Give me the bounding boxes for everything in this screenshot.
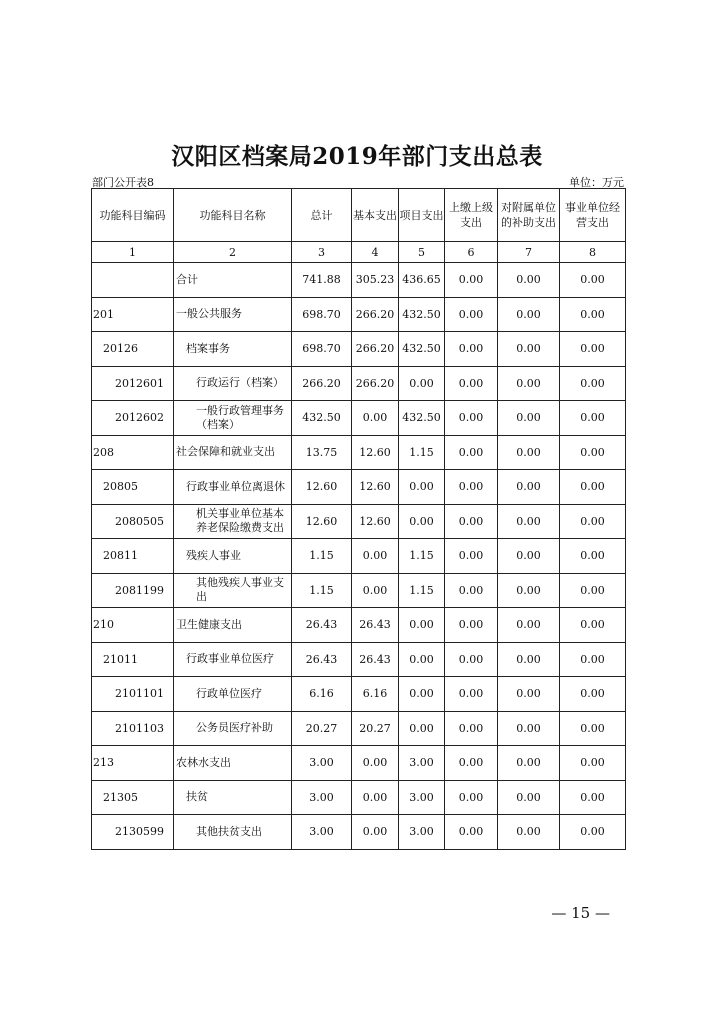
- header-basic: 基本支出: [352, 189, 399, 242]
- row-value: 0.00: [399, 366, 445, 401]
- document-title: 汉阳区档案局2019年部门支出总表: [171, 143, 543, 170]
- row-value: 0.00: [445, 401, 498, 436]
- row-value: 266.20: [352, 332, 399, 367]
- row-value: 0.00: [498, 711, 560, 746]
- index-cell: 5: [399, 242, 445, 263]
- header-operation: 事业单位经营支出: [560, 189, 626, 242]
- page-number: — 15 —: [551, 904, 610, 922]
- row-name: 档案事务: [174, 332, 292, 367]
- table-row: [92, 504, 626, 539]
- row-value: 0.00: [498, 332, 560, 367]
- row-value: 3.00: [399, 780, 445, 815]
- row-code: 21305: [92, 780, 174, 815]
- row-value: 20.27: [292, 711, 352, 746]
- row-value: 0.00: [498, 470, 560, 505]
- row-value: 26.43: [352, 642, 399, 677]
- row-value: 0.00: [399, 711, 445, 746]
- row-code: 20126: [92, 332, 174, 367]
- row-value: 26.43: [292, 608, 352, 643]
- index-cell: 1: [92, 242, 174, 263]
- index-cell: 4: [352, 242, 399, 263]
- index-cell: 2: [174, 242, 292, 263]
- row-value: 266.20: [292, 366, 352, 401]
- table-body: [92, 263, 626, 850]
- row-code: 208: [92, 435, 174, 470]
- row-value: 0.00: [560, 539, 626, 574]
- row-value: 0.00: [498, 297, 560, 332]
- row-value: 6.16: [352, 677, 399, 712]
- index-row: [92, 242, 626, 263]
- row-name: 其他残疾人事业支出: [174, 573, 292, 608]
- row-value: 1.15: [292, 573, 352, 608]
- row-code: 2012601: [92, 366, 174, 401]
- row-value: 0.00: [445, 780, 498, 815]
- row-code: 210: [92, 608, 174, 643]
- expenditure-table: [91, 188, 626, 850]
- table-row: [92, 401, 626, 436]
- row-code: 2081199: [92, 573, 174, 608]
- row-value: 432.50: [399, 401, 445, 436]
- row-value: 0.00: [560, 504, 626, 539]
- row-value: 305.23: [352, 263, 399, 298]
- table-row: [92, 366, 626, 401]
- row-value: 0.00: [445, 711, 498, 746]
- row-value: 436.65: [399, 263, 445, 298]
- row-value: 0.00: [560, 435, 626, 470]
- row-value: 0.00: [445, 746, 498, 781]
- row-value: 13.75: [292, 435, 352, 470]
- row-value: 0.00: [352, 539, 399, 574]
- row-value: 0.00: [399, 608, 445, 643]
- row-name: 机关事业单位基本养老保险缴费支出: [174, 504, 292, 539]
- row-code: 2130599: [92, 815, 174, 850]
- row-code: 2101101: [92, 677, 174, 712]
- row-value: 0.00: [498, 539, 560, 574]
- row-value: 0.00: [498, 366, 560, 401]
- row-value: 0.00: [498, 746, 560, 781]
- row-value: 12.60: [292, 504, 352, 539]
- row-value: 0.00: [352, 746, 399, 781]
- row-value: 0.00: [399, 504, 445, 539]
- row-value: 3.00: [292, 780, 352, 815]
- row-value: 0.00: [560, 401, 626, 436]
- row-value: 12.60: [292, 470, 352, 505]
- header-upper: 上缴上级支出: [445, 189, 498, 242]
- row-value: 0.00: [498, 573, 560, 608]
- row-value: 698.70: [292, 297, 352, 332]
- row-value: 0.00: [498, 435, 560, 470]
- row-value: 0.00: [352, 573, 399, 608]
- row-value: 3.00: [292, 815, 352, 850]
- row-value: 12.60: [352, 470, 399, 505]
- row-value: 432.50: [399, 297, 445, 332]
- row-value: 0.00: [445, 435, 498, 470]
- header-subsidy: 对附属单位的补助支出: [498, 189, 560, 242]
- row-value: 20.27: [352, 711, 399, 746]
- row-name: 行政事业单位离退休: [174, 470, 292, 505]
- row-value: 6.16: [292, 677, 352, 712]
- row-value: 1.15: [399, 435, 445, 470]
- row-code: 20805: [92, 470, 174, 505]
- row-name: 公务员医疗补助: [174, 711, 292, 746]
- row-code: [92, 263, 174, 298]
- row-code: 20811: [92, 539, 174, 574]
- row-value: 3.00: [399, 746, 445, 781]
- row-value: 0.00: [445, 539, 498, 574]
- row-value: 0.00: [445, 815, 498, 850]
- row-value: 0.00: [399, 470, 445, 505]
- row-value: 0.00: [498, 608, 560, 643]
- row-value: 266.20: [352, 297, 399, 332]
- header-row: [92, 189, 626, 242]
- row-value: 0.00: [560, 746, 626, 781]
- row-value: 0.00: [352, 401, 399, 436]
- row-value: 432.50: [292, 401, 352, 436]
- row-value: 0.00: [560, 573, 626, 608]
- row-value: 0.00: [560, 677, 626, 712]
- table-row: [92, 297, 626, 332]
- table-row: [92, 711, 626, 746]
- header-name: 功能科目名称: [174, 189, 292, 242]
- row-value: 0.00: [560, 297, 626, 332]
- row-value: 0.00: [498, 263, 560, 298]
- index-cell: 3: [292, 242, 352, 263]
- row-value: 0.00: [445, 677, 498, 712]
- table-row: [92, 642, 626, 677]
- table-row: [92, 435, 626, 470]
- row-value: 12.60: [352, 435, 399, 470]
- row-value: 0.00: [498, 401, 560, 436]
- row-name: 行政单位医疗: [174, 677, 292, 712]
- row-value: 26.43: [352, 608, 399, 643]
- row-name: 其他扶贫支出: [174, 815, 292, 850]
- header-total: 总计: [292, 189, 352, 242]
- row-value: 266.20: [352, 366, 399, 401]
- row-value: 0.00: [445, 504, 498, 539]
- row-value: 0.00: [498, 504, 560, 539]
- header-code: 功能科目编码: [92, 189, 174, 242]
- row-value: 0.00: [399, 677, 445, 712]
- table-row: [92, 608, 626, 643]
- row-name: 一般行政管理事务（档案）: [174, 401, 292, 436]
- row-value: 0.00: [498, 780, 560, 815]
- row-value: 0.00: [560, 642, 626, 677]
- table-row: [92, 539, 626, 574]
- row-value: 0.00: [560, 366, 626, 401]
- row-value: 0.00: [352, 815, 399, 850]
- row-value: 1.15: [399, 573, 445, 608]
- row-value: 432.50: [399, 332, 445, 367]
- index-cell: 6: [445, 242, 498, 263]
- table-label: 部门公开表8: [92, 176, 154, 189]
- row-name: 扶贫: [174, 780, 292, 815]
- row-value: 1.15: [292, 539, 352, 574]
- row-value: 0.00: [560, 332, 626, 367]
- row-code: 201: [92, 297, 174, 332]
- row-value: 1.15: [399, 539, 445, 574]
- row-value: 0.00: [560, 815, 626, 850]
- index-cell: 8: [560, 242, 626, 263]
- index-cell: 7: [498, 242, 560, 263]
- row-name: 行政事业单位医疗: [174, 642, 292, 677]
- row-value: 0.00: [399, 642, 445, 677]
- row-name: 一般公共服务: [174, 297, 292, 332]
- row-value: 0.00: [445, 642, 498, 677]
- row-code: 213: [92, 746, 174, 781]
- row-value: 0.00: [445, 608, 498, 643]
- row-name: 残疾人事业: [174, 539, 292, 574]
- row-value: 0.00: [560, 780, 626, 815]
- row-value: 0.00: [352, 780, 399, 815]
- row-value: 0.00: [445, 573, 498, 608]
- row-name: 农林水支出: [174, 746, 292, 781]
- row-value: 0.00: [560, 263, 626, 298]
- table-row: [92, 815, 626, 850]
- row-value: 12.60: [352, 504, 399, 539]
- table-row: [92, 470, 626, 505]
- row-value: 0.00: [445, 470, 498, 505]
- row-code: 2080505: [92, 504, 174, 539]
- row-value: 26.43: [292, 642, 352, 677]
- row-value: 0.00: [560, 711, 626, 746]
- row-value: 0.00: [498, 815, 560, 850]
- row-value: 0.00: [445, 297, 498, 332]
- table-row: [92, 746, 626, 781]
- table-row: [92, 332, 626, 367]
- row-value: 3.00: [292, 746, 352, 781]
- row-value: 0.00: [498, 677, 560, 712]
- row-value: 741.88: [292, 263, 352, 298]
- row-value: 0.00: [560, 608, 626, 643]
- row-name: 行政运行（档案）: [174, 366, 292, 401]
- row-code: 21011: [92, 642, 174, 677]
- row-value: 0.00: [498, 642, 560, 677]
- header-project: 项目支出: [399, 189, 445, 242]
- row-name: 卫生健康支出: [174, 608, 292, 643]
- row-value: 0.00: [445, 366, 498, 401]
- row-name: 社会保障和就业支出: [174, 435, 292, 470]
- row-value: 0.00: [445, 263, 498, 298]
- row-value: 0.00: [445, 332, 498, 367]
- table-row: [92, 780, 626, 815]
- table-row: [92, 263, 626, 298]
- table-row: [92, 677, 626, 712]
- row-code: 2012602: [92, 401, 174, 436]
- row-value: 0.00: [560, 470, 626, 505]
- row-code: 2101103: [92, 711, 174, 746]
- row-value: 3.00: [399, 815, 445, 850]
- table-row: [92, 573, 626, 608]
- unit-label: 单位：万元: [569, 176, 624, 189]
- row-name: 合计: [174, 263, 292, 298]
- row-value: 698.70: [292, 332, 352, 367]
